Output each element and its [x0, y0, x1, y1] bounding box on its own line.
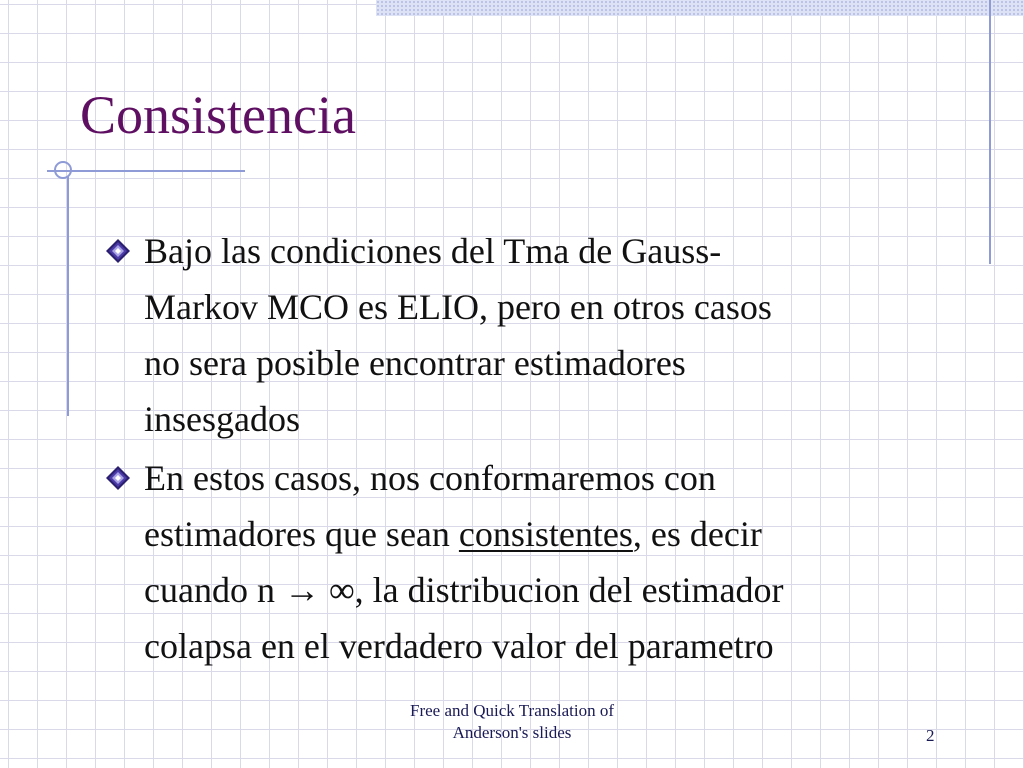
- bullet-text: estimadores que sean: [144, 514, 459, 554]
- bullet-line: cuando n → ∞, la distribucion del estimador: [144, 570, 784, 610]
- bullet-line: Markov MCO es ELIO, pero en otros casos: [144, 287, 772, 327]
- slide-title: Consistencia: [80, 85, 356, 145]
- right-accent-rule: [989, 0, 991, 264]
- footer-caption: [374, 700, 650, 744]
- bullet-item: [144, 450, 964, 674]
- bullet-item: [144, 223, 964, 447]
- bullet-text: , es decir: [632, 514, 762, 554]
- footer-line: Free and Quick Translation of: [410, 701, 614, 720]
- underlined-term: consistentes: [458, 514, 633, 554]
- top-decorative-band: [376, 0, 1024, 16]
- left-accent-rule: [67, 176, 69, 416]
- diamond-bullet-icon: [106, 466, 130, 490]
- bullet-line: insesgados: [144, 399, 300, 439]
- diamond-bullet-icon: [106, 239, 130, 263]
- bullet-line: En estos casos, nos conformaremos con: [144, 458, 716, 498]
- bullet-line: Bajo las condiciones del Tma de Gauss-: [144, 231, 722, 271]
- footer-line: Anderson's slides: [452, 723, 572, 742]
- bullet-line: colapsa en el verdadero valor del parametro: [144, 626, 774, 666]
- bullet-line: [144, 506, 964, 562]
- bullet-line: no sera posible encontrar estimadores: [144, 343, 686, 383]
- title-underline-rule: [47, 170, 245, 172]
- page-number: 2: [926, 726, 935, 745]
- rule-circle-ornament: [54, 161, 72, 179]
